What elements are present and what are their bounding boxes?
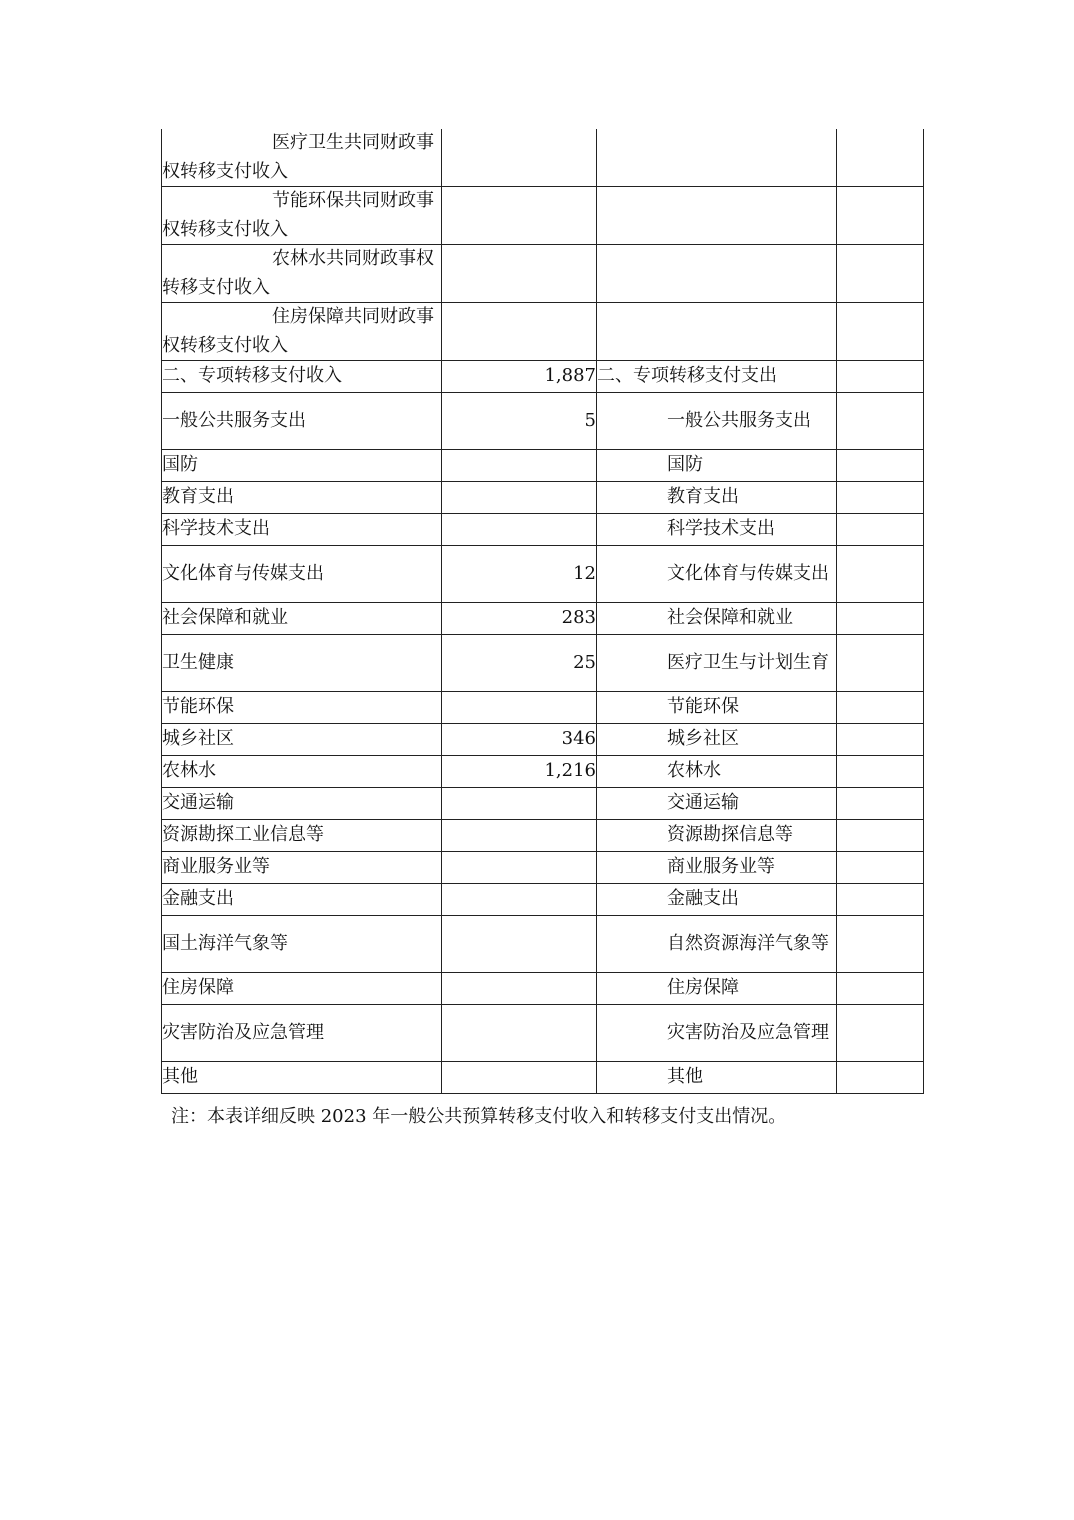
expense-item: 教育支出 [597,482,837,514]
expense-amount [837,482,924,514]
income-amount [442,916,597,973]
table-row [162,788,924,820]
expense-item: 金融支出 [597,884,837,916]
expense-amount [837,756,924,788]
expense-item: 城乡社区 [597,724,837,756]
expense-item: 社会保障和就业 [597,603,837,635]
expense-item: 农林水 [597,756,837,788]
expense-item: 其他 [597,1062,837,1094]
table-note: 注：本表详细反映 2023 年一般公共预算转移支付收入和转移支付支出情况。 [171,1106,787,1127]
transfer-payment-table [161,129,924,1094]
expense-amount [837,393,924,450]
income-amount: 283 [442,603,597,635]
income-section-amount: 1,887 [442,361,597,393]
income-amount [442,1005,597,1062]
income-amount [442,514,597,546]
table-row [162,482,924,514]
income-amount [442,450,597,482]
income-item: 金融支出 [162,884,442,916]
income-amount [442,1062,597,1094]
expense-amount [837,884,924,916]
expense-amount [837,1062,924,1094]
expense-item: 一般公共服务支出 [597,393,837,450]
expense-item [597,187,837,245]
expense-item: 国防 [597,450,837,482]
table-row [162,546,924,603]
expense-item: 节能环保 [597,692,837,724]
expense-amount [837,635,924,692]
income-amount [442,820,597,852]
income-item: 文化体育与传媒支出 [162,546,442,603]
expense-amount [837,603,924,635]
expense-amount [837,245,924,303]
expense-amount [837,450,924,482]
expense-amount [837,514,924,546]
table-row [162,245,924,303]
expense-item: 商业服务业等 [597,852,837,884]
income-amount [442,692,597,724]
income-amount [442,852,597,884]
expense-amount [837,788,924,820]
table-row [162,1062,924,1094]
table-row [162,393,924,450]
income-amount [442,788,597,820]
table-row [162,187,924,245]
expense-amount [837,303,924,361]
income-amount: 12 [442,546,597,603]
table-row [162,514,924,546]
income-amount [442,973,597,1005]
income-amount [442,129,597,187]
expense-item [597,129,837,187]
expense-amount [837,546,924,603]
income-item: 卫生健康 [162,635,442,692]
income-amount: 346 [442,724,597,756]
table-row [162,303,924,361]
expense-item [597,245,837,303]
income-item: 其他 [162,1062,442,1094]
income-section-title: 二、专项转移支付收入 [162,361,442,393]
expense-item: 自然资源海洋气象等 [597,916,837,973]
table-row [162,635,924,692]
income-item: 城乡社区 [162,724,442,756]
expense-amount [837,129,924,187]
expense-amount [837,973,924,1005]
table-row [162,756,924,788]
expense-item: 交通运输 [597,788,837,820]
income-item: 农林水 [162,756,442,788]
expense-item [597,303,837,361]
expense-amount [837,692,924,724]
income-item: 资源勘探工业信息等 [162,820,442,852]
income-item: 教育支出 [162,482,442,514]
income-item: 灾害防治及应急管理 [162,1005,442,1062]
expense-section-title: 二、专项转移支付支出 [597,361,837,393]
table-row [162,692,924,724]
table-row [162,916,924,973]
expense-item: 文化体育与传媒支出 [597,546,837,603]
income-item: 节能环保 [162,692,442,724]
income-amount: 25 [442,635,597,692]
income-item: 住房保障共同财政事权转移支付收入 [162,303,442,361]
income-item: 一般公共服务支出 [162,393,442,450]
income-amount [442,884,597,916]
expense-amount [837,1005,924,1062]
income-amount [442,187,597,245]
table-row [162,1005,924,1062]
income-item: 节能环保共同财政事权转移支付收入 [162,187,442,245]
expense-item: 资源勘探信息等 [597,820,837,852]
expense-amount [837,852,924,884]
expense-item: 住房保障 [597,973,837,1005]
expense-item: 医疗卫生与计划生育 [597,635,837,692]
section-header-row [162,361,924,393]
income-item: 住房保障 [162,973,442,1005]
table-row [162,973,924,1005]
table-row [162,603,924,635]
income-amount: 1,216 [442,756,597,788]
table-row [162,450,924,482]
table-row [162,884,924,916]
income-item: 国土海洋气象等 [162,916,442,973]
income-amount: 5 [442,393,597,450]
income-item: 社会保障和就业 [162,603,442,635]
income-amount [442,303,597,361]
expense-item: 灾害防治及应急管理 [597,1005,837,1062]
table-row [162,724,924,756]
income-item: 医疗卫生共同财政事权转移支付收入 [162,129,442,187]
income-item: 农林水共同财政事权转移支付收入 [162,245,442,303]
income-item: 科学技术支出 [162,514,442,546]
table-row [162,852,924,884]
table-row [162,129,924,187]
expense-section-amount [837,361,924,393]
expense-amount [837,820,924,852]
income-item: 交通运输 [162,788,442,820]
expense-amount [837,916,924,973]
expense-item: 科学技术支出 [597,514,837,546]
table-row [162,820,924,852]
income-amount [442,245,597,303]
income-item: 商业服务业等 [162,852,442,884]
income-item: 国防 [162,450,442,482]
expense-amount [837,724,924,756]
income-amount [442,482,597,514]
expense-amount [837,187,924,245]
